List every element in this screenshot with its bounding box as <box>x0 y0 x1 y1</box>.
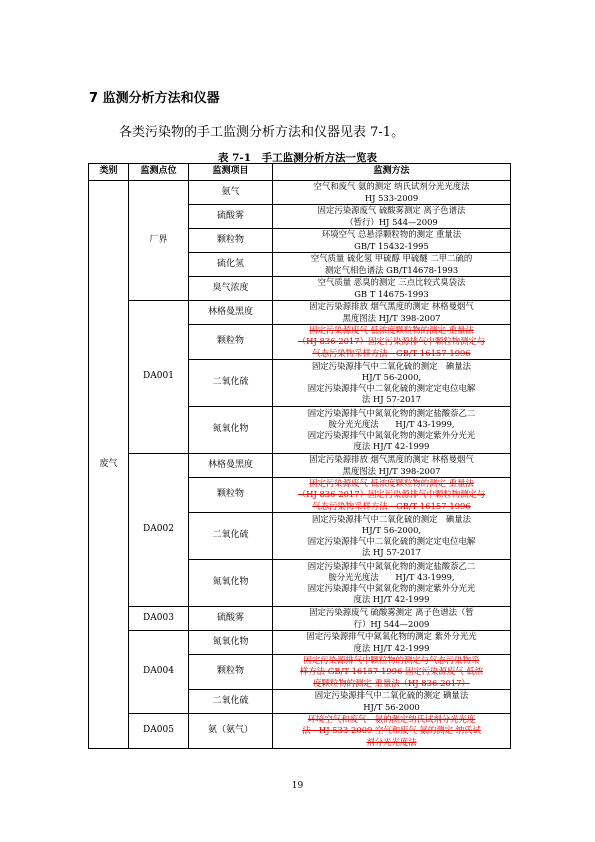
point-cell: DA001 <box>129 301 189 454</box>
method-cell: 空气质量 硫化氢 甲硫醇 甲硫醚 二甲二硫的 测定气相色谱法 GB/T14678-1993 <box>273 253 511 277</box>
method-cell: 固定污染源废气 硫酸雾测定 离子色谱法（暂 行）HJ 544—2009 <box>273 607 511 631</box>
item-cell: 颗粒物 <box>189 325 273 360</box>
table-header-row <box>89 164 511 181</box>
method-cell-deleted: 固定污染源废气 低浓度颗粒物的测定 重量法 （HJ 836-2017）固定污染源排气中颗粒物测定与 气态污染物采样方法 GB/T 16157-1996 <box>273 478 511 513</box>
table-row <box>89 607 511 631</box>
method-cell: 空气和废气 氨的测定 纳氏试剂分光光度法 HJ 533-2009 <box>273 181 511 205</box>
table-row <box>89 631 511 655</box>
method-cell: 固定污染源排放 烟气黑度的测定 林格曼烟气 黑度图法 HJ/T 398-2007 <box>273 301 511 325</box>
method-cell-deleted: 固定污染源排气中颗粒物的测定与气态污染物采 样方法 GB/T 16157-1996 固定污染源废气 低浓 度颗粒物的测定 重量法（HJ 836-2017） <box>273 655 511 690</box>
item-cell: 林格曼黑度 <box>189 301 273 325</box>
category-cell: 废气 <box>89 181 129 749</box>
point-cell: DA004 <box>129 631 189 714</box>
header-method: 监测方法 <box>273 164 511 181</box>
item-cell: 氮氧化物 <box>189 631 273 655</box>
intro-paragraph: 各类污染物的手工监测分析方法和仪器见表 7-1。 <box>119 125 405 140</box>
method-cell: 固定污染源排气中二氧化硫的测定 碘量法 HJ/T 56-2000, 固定污染源排气中二氧化硫的测定定电位电解 法 HJ 57-2017 <box>273 360 511 407</box>
item-cell: 颗粒物 <box>189 229 273 253</box>
item-cell: 氨（氨气） <box>189 714 273 749</box>
item-cell: 颗粒物 <box>189 478 273 513</box>
item-cell: 氮氧化物 <box>189 560 273 607</box>
method-cell: 环境空气 总悬浮颗粒物的测定 重量法 GB/T 15432-1995 <box>273 229 511 253</box>
item-cell: 二氧化硫 <box>189 513 273 560</box>
item-cell: 林格曼黑度 <box>189 454 273 478</box>
item-cell: 二氧化硫 <box>189 690 273 714</box>
table-row <box>89 714 511 749</box>
item-cell: 硫酸雾 <box>189 607 273 631</box>
item-cell: 臭气浓度 <box>189 277 273 301</box>
table-row <box>89 301 511 325</box>
method-cell: 固定污染源排气中二氧化硫的测定 碘量法 HJ/T 56-2000, 固定污染源排气中二氧化硫的测定定电位电解 法 HJ 57-2017 <box>273 513 511 560</box>
method-cell: 固定污染源排放 烟气黑度的测定 林格曼烟气 黑度图法 HJ/T 398-2007 <box>273 454 511 478</box>
monitoring-methods-table <box>88 163 511 749</box>
item-cell: 氮氧化物 <box>189 407 273 454</box>
item-cell: 硫酸雾 <box>189 205 273 229</box>
item-cell: 二氧化硫 <box>189 360 273 407</box>
method-cell-deleted: 环境空气和废气 氨的测定纳氏试剂分光光度 法 HJ 533-2009 空气和废气 氨的测定 纳氏试 剂分光光度法 <box>273 714 511 749</box>
table-row <box>89 454 511 478</box>
header-point: 监测点位 <box>129 164 189 181</box>
page-number: 19 <box>291 781 304 791</box>
method-cell: 固定污染源排气中氮氧化物的测定盐酸萘乙二 胺分光光度法 HJ/T 43-1999, 固定污染源排气中氮氧化物的测定紫外分光光 度法 HJ/T 42-1999 <box>273 407 511 454</box>
method-cell-deleted: 固定污染源废气 低浓度颗粒物的测定 重量法 （HJ 836-2017）固定污染源排气中颗粒物测定与 气态污染物采样方法 GB/T 16157-1996 <box>273 325 511 360</box>
method-cell: 空气质量 恶臭的测定 三点比较式臭袋法 GB T 14675-1993 <box>273 277 511 301</box>
section-heading: 7 监测分析方法和仪器 <box>89 91 220 106</box>
item-cell: 氨气 <box>189 181 273 205</box>
point-cell: 厂界 <box>129 181 189 301</box>
point-cell: DA002 <box>129 454 189 607</box>
method-cell: 固定污染源排气中氮氧化物的测定盐酸萘乙二 胺分光光度法 HJ/T 43-1999, 固定污染源排气中氮氧化物的测定紫外分光光 度法 HJ/T 42-1999 <box>273 560 511 607</box>
item-cell: 硫化氢 <box>189 253 273 277</box>
item-cell: 颗粒物 <box>189 655 273 690</box>
header-category: 类别 <box>89 164 129 181</box>
table-caption: 表 7-1 手工监测分析方法一览表 <box>217 152 378 164</box>
method-cell: 固定污染源废气 硫酸雾测定 离子色谱法 （暂行）HJ 544—2009 <box>273 205 511 229</box>
table-row <box>89 181 511 205</box>
point-cell: DA003 <box>129 607 189 631</box>
method-cell: 固定污染源排气中氮氧化物的测定 紫外分光光 度法 HJ/T 42-1999 <box>273 631 511 655</box>
method-cell: 固定污染源排气中二氧化硫的测定 碘量法 HJ/T 56-2000 <box>273 690 511 714</box>
point-cell: DA005 <box>129 714 189 749</box>
header-item: 监测项目 <box>189 164 273 181</box>
